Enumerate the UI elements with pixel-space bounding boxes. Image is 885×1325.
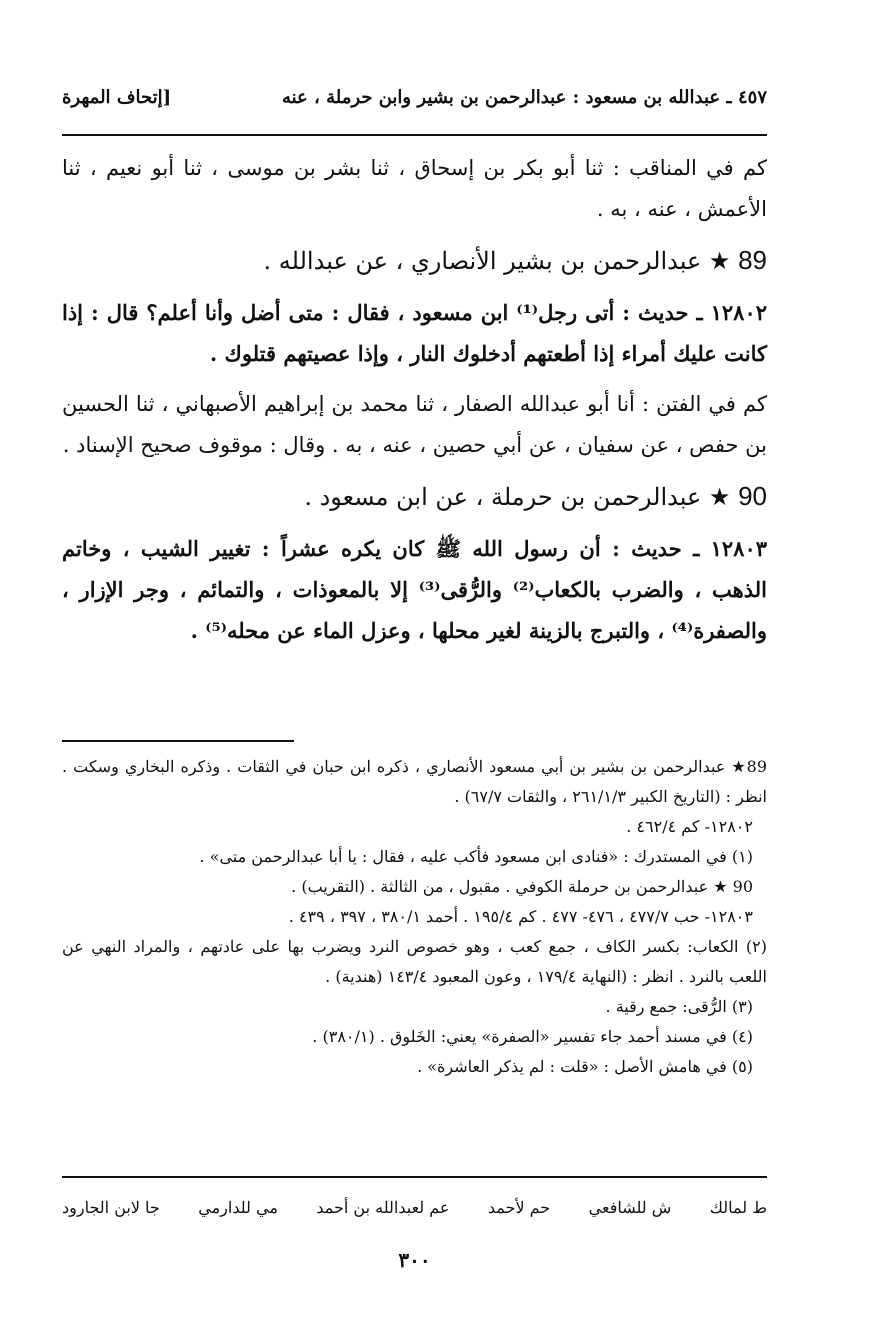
footnote: ١٢٨٠٢- كم ٤٦٢/٤ . [626, 817, 753, 836]
abbr-item: حم لأحمد [487, 1198, 551, 1217]
source-paragraph-2: كم في الفتن : أنا أبو عبدالله الصفار ، ثنا محمد بن إبراهيم الأصبهاني ، ثنا الحسين بن حفص ، عن سفيان ، عن أبي حصين ، عنه ، به . وقال : موقوف صحيح الإسناد . [62, 392, 767, 457]
footnote: (٣) الرُّقى: جمع رقية . [605, 997, 753, 1016]
entry-number: 90 [738, 481, 767, 511]
footnote: (٥) في هامش الأصل : «قلت : لم يذكر العاشرة» . [417, 1057, 753, 1076]
footnote: 90 ★ عبدالرحمن بن حرملة الكوفي . مقبول ، من الثالثة . (التقريب) . [291, 877, 753, 896]
abbr-item: مي للدارمي [198, 1198, 278, 1217]
header-book-title: [إتحاف المهرة [62, 86, 172, 108]
abbr-item: ش للشافعي [588, 1198, 672, 1217]
hadith-12802 [62, 292, 767, 374]
footer-rule [62, 1176, 767, 1178]
footnote: ١٢٨٠٣- حب ٤٧٧/٧ ، ٤٧٦- ٤٧٧ . كم ١٩٥/٤ . أحمد ٣٨٠/١ ، ٣٩٧ ، ٤٣٩ . [288, 907, 753, 926]
abbr-item: ط لمالك [709, 1198, 767, 1217]
page-number: ٣٠٠ [398, 1248, 431, 1272]
footnote-separator [62, 740, 294, 742]
header-rule [62, 134, 767, 136]
header-chapter-title: ٤٥٧ ـ عبدالله بن مسعود : عبدالرحمن بن بشير وابن حرملة ، عنه [281, 86, 767, 108]
abbreviation-key [62, 1198, 767, 1217]
footnote: (١) في المستدرك : «فنادى ابن مسعود فأكب عليه ، فقال : يا أبا عبدالرحمن متى» . [199, 847, 753, 866]
hadith-12803 [62, 528, 767, 651]
footnote: 89★ عبدالرحمن بن بشير بن أبي مسعود الأنصاري ، ذكره ابن حبان في الثقات . وذكره البخاري وسكت . انظر : (التاريخ الكبير ٢٦١/١/٣ ، والثقات ٦٧/٧) . [62, 757, 767, 806]
footnote: (٤) في مسند أحمد جاء تفسير «الصفرة» يعني: الخَلوق . (٣٨٠/١) . [312, 1027, 753, 1046]
running-header [62, 82, 767, 112]
hadith-number: ١٢٨٠٢ ـ حديث : [622, 300, 768, 325]
narrator-entry-90 [62, 476, 767, 518]
abbr-item: عم لعبدالله بن أحمد [316, 1198, 450, 1217]
entry-text: ★ عبدالرحمن بن حرملة ، عن ابن مسعود . [304, 483, 731, 511]
abbr-item: جا لابن الجارود [62, 1198, 160, 1217]
book-page [62, 0, 767, 1325]
entry-number: 89 [738, 245, 767, 275]
main-text [62, 148, 767, 651]
narrator-entry-89 [62, 240, 767, 282]
source-paragraph-1: كم في المناقب : ثنا أبو بكر بن إسحاق ، ثنا بشر بن موسى ، ثنا أبو نعيم ، ثنا الأعمش ، عنه ، به . [62, 156, 767, 221]
hadith-text: أن رسول الله ﷺ كان يكره عشراً : تغيير الشيب ، وخاتم الذهب ، والضرب بالكعاب⁽²⁾ والرُّقى⁽³⁾ إلا بالمعوذات ، والتمائم ، وجر الإزار ، والصفرة⁽⁴⁾ ، والتبرج بالزينة لغير محلها ، وعزل الماء عن محله⁽⁵⁾ . [62, 536, 767, 643]
footnote: (٢) الكعاب: بكسر الكاف ، جمع كعب ، وهو خصوص النرد ويضرب بها على عادتهم ، والمراد النهي عن اللعب بالنرد . انظر : (النهاية ١٧٩/٤ ، وعون المعبود ١٤٣/٤ (هندية) . [62, 937, 767, 986]
hadith-text: أتى رجل⁽¹⁾ ابن مسعود ، فقال : متى أضل وأنا أعلم؟ قال : إذا كانت عليك أمراء إذا أطعتهم أدخلوك النار ، وإذا عصيتهم قتلوك . [62, 300, 767, 366]
entry-text: ★ عبدالرحمن بن بشير الأنصاري ، عن عبدالله . [263, 247, 731, 275]
footnotes [62, 752, 767, 1082]
hadith-number: ١٢٨٠٣ ـ حديث : [612, 536, 768, 561]
